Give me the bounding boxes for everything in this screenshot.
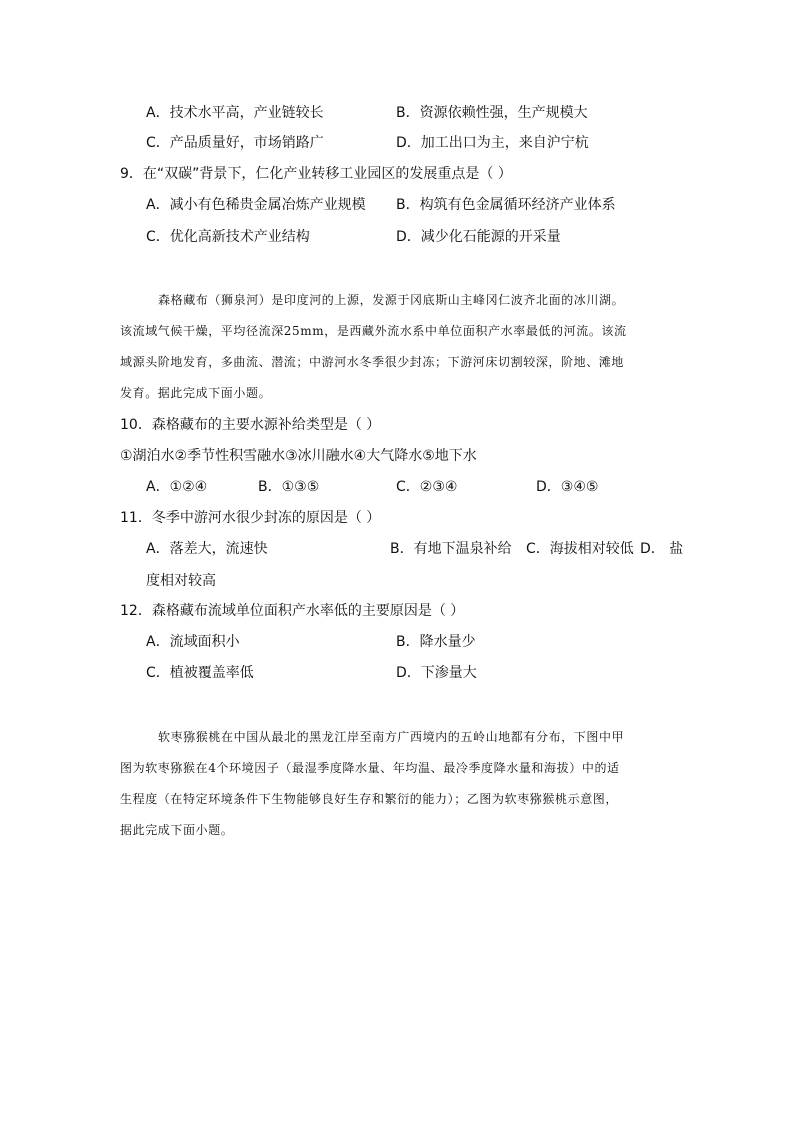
q11-stem: 11．冬季中游河水很少封冻的原因是（ ） bbox=[120, 510, 381, 526]
q10-stem: 10．森格藏布的主要水源补给类型是（ ） bbox=[120, 417, 381, 433]
q10-option-b: B．①③⑤ bbox=[258, 479, 320, 495]
q10-option-a: A．①②④ bbox=[146, 479, 208, 495]
q8-option-d: D．加工出口为主，来自沪宁杭 bbox=[396, 135, 589, 151]
q10-option-d: D．③④⑤ bbox=[536, 479, 599, 495]
q11-option-d-part2: 度相对较高 bbox=[146, 573, 216, 589]
q9-option-b: B．构筑有色金属循环经济产业体系 bbox=[396, 197, 616, 213]
q12-option-d: D．下渗量大 bbox=[396, 665, 477, 681]
q9-option-d: D．减少化石能源的开采量 bbox=[396, 229, 561, 245]
q12-option-c: C．植被覆盖率低 bbox=[146, 665, 254, 681]
passage2-line-2: 图为软枣猕猴在4个环境因子（最湿季度降水量、年均温、最冷季度降水量和海拔）中的适 bbox=[120, 761, 620, 775]
q10-choices: ①湖泊水②季节性积雪融水③冰川融水④大气降水⑤地下水 bbox=[120, 448, 477, 464]
passage2-line-4: 据此完成下面小题。 bbox=[120, 823, 234, 837]
q11-option-d-part1: D． 盐 bbox=[640, 541, 684, 557]
passage1-line-3: 域源头阶地发育，多曲流、潜流；中游河水冬季很少封冻；下游河床切割较深，阶地、滩地 bbox=[120, 355, 625, 369]
q8-option-b: B．资源依赖性强，生产规模大 bbox=[396, 105, 588, 121]
q8-option-a: A．技术水平高，产业链较长 bbox=[146, 105, 324, 121]
q11-option-b: B．有地下温泉补给 bbox=[390, 541, 512, 557]
passage1-line-1: 森格藏布（狮泉河）是印度河的上源，发源于冈底斯山主峰冈仁波齐北面的冰川湖。 bbox=[158, 293, 625, 307]
q8-option-c: C．产品质量好，市场销路广 bbox=[146, 135, 324, 151]
q11-option-a: A．落差大，流速快 bbox=[146, 541, 268, 557]
q9-option-c: C．优化高新技术产业结构 bbox=[146, 229, 310, 245]
q10-option-c: C．②③④ bbox=[396, 479, 458, 495]
q12-stem: 12．森格藏布流域单位面积产水率低的主要原因是（ ） bbox=[120, 603, 465, 619]
passage1-line-2: 该流域气候干燥，平均径流深25mm，是西藏外流水系中单位面积产水率最低的河流。该流 bbox=[120, 324, 627, 338]
q11-option-c: C．海拔相对较低 bbox=[526, 541, 634, 557]
passage2-line-1: 软枣猕猴桃在中国从最北的黑龙江岸至南方广西境内的五岭山地都有分布，下图中甲 bbox=[158, 730, 625, 744]
q9-stem: 9．在“双碳”背景下，仁化产业转移工业园区的发展重点是（ ） bbox=[120, 166, 512, 182]
q12-option-a: A．流域面积小 bbox=[146, 634, 240, 650]
passage1-line-4: 发育。据此完成下面小题。 bbox=[120, 386, 272, 400]
q9-option-a: A．减小有色稀贵金属冶炼产业规模 bbox=[146, 197, 366, 213]
q12-option-b: B．降水量少 bbox=[396, 634, 476, 650]
passage2-line-3: 生程度（在特定环境条件下生物能够良好生存和繁衍的能力）；乙图为软枣猕猴桃示意图， bbox=[120, 792, 619, 806]
